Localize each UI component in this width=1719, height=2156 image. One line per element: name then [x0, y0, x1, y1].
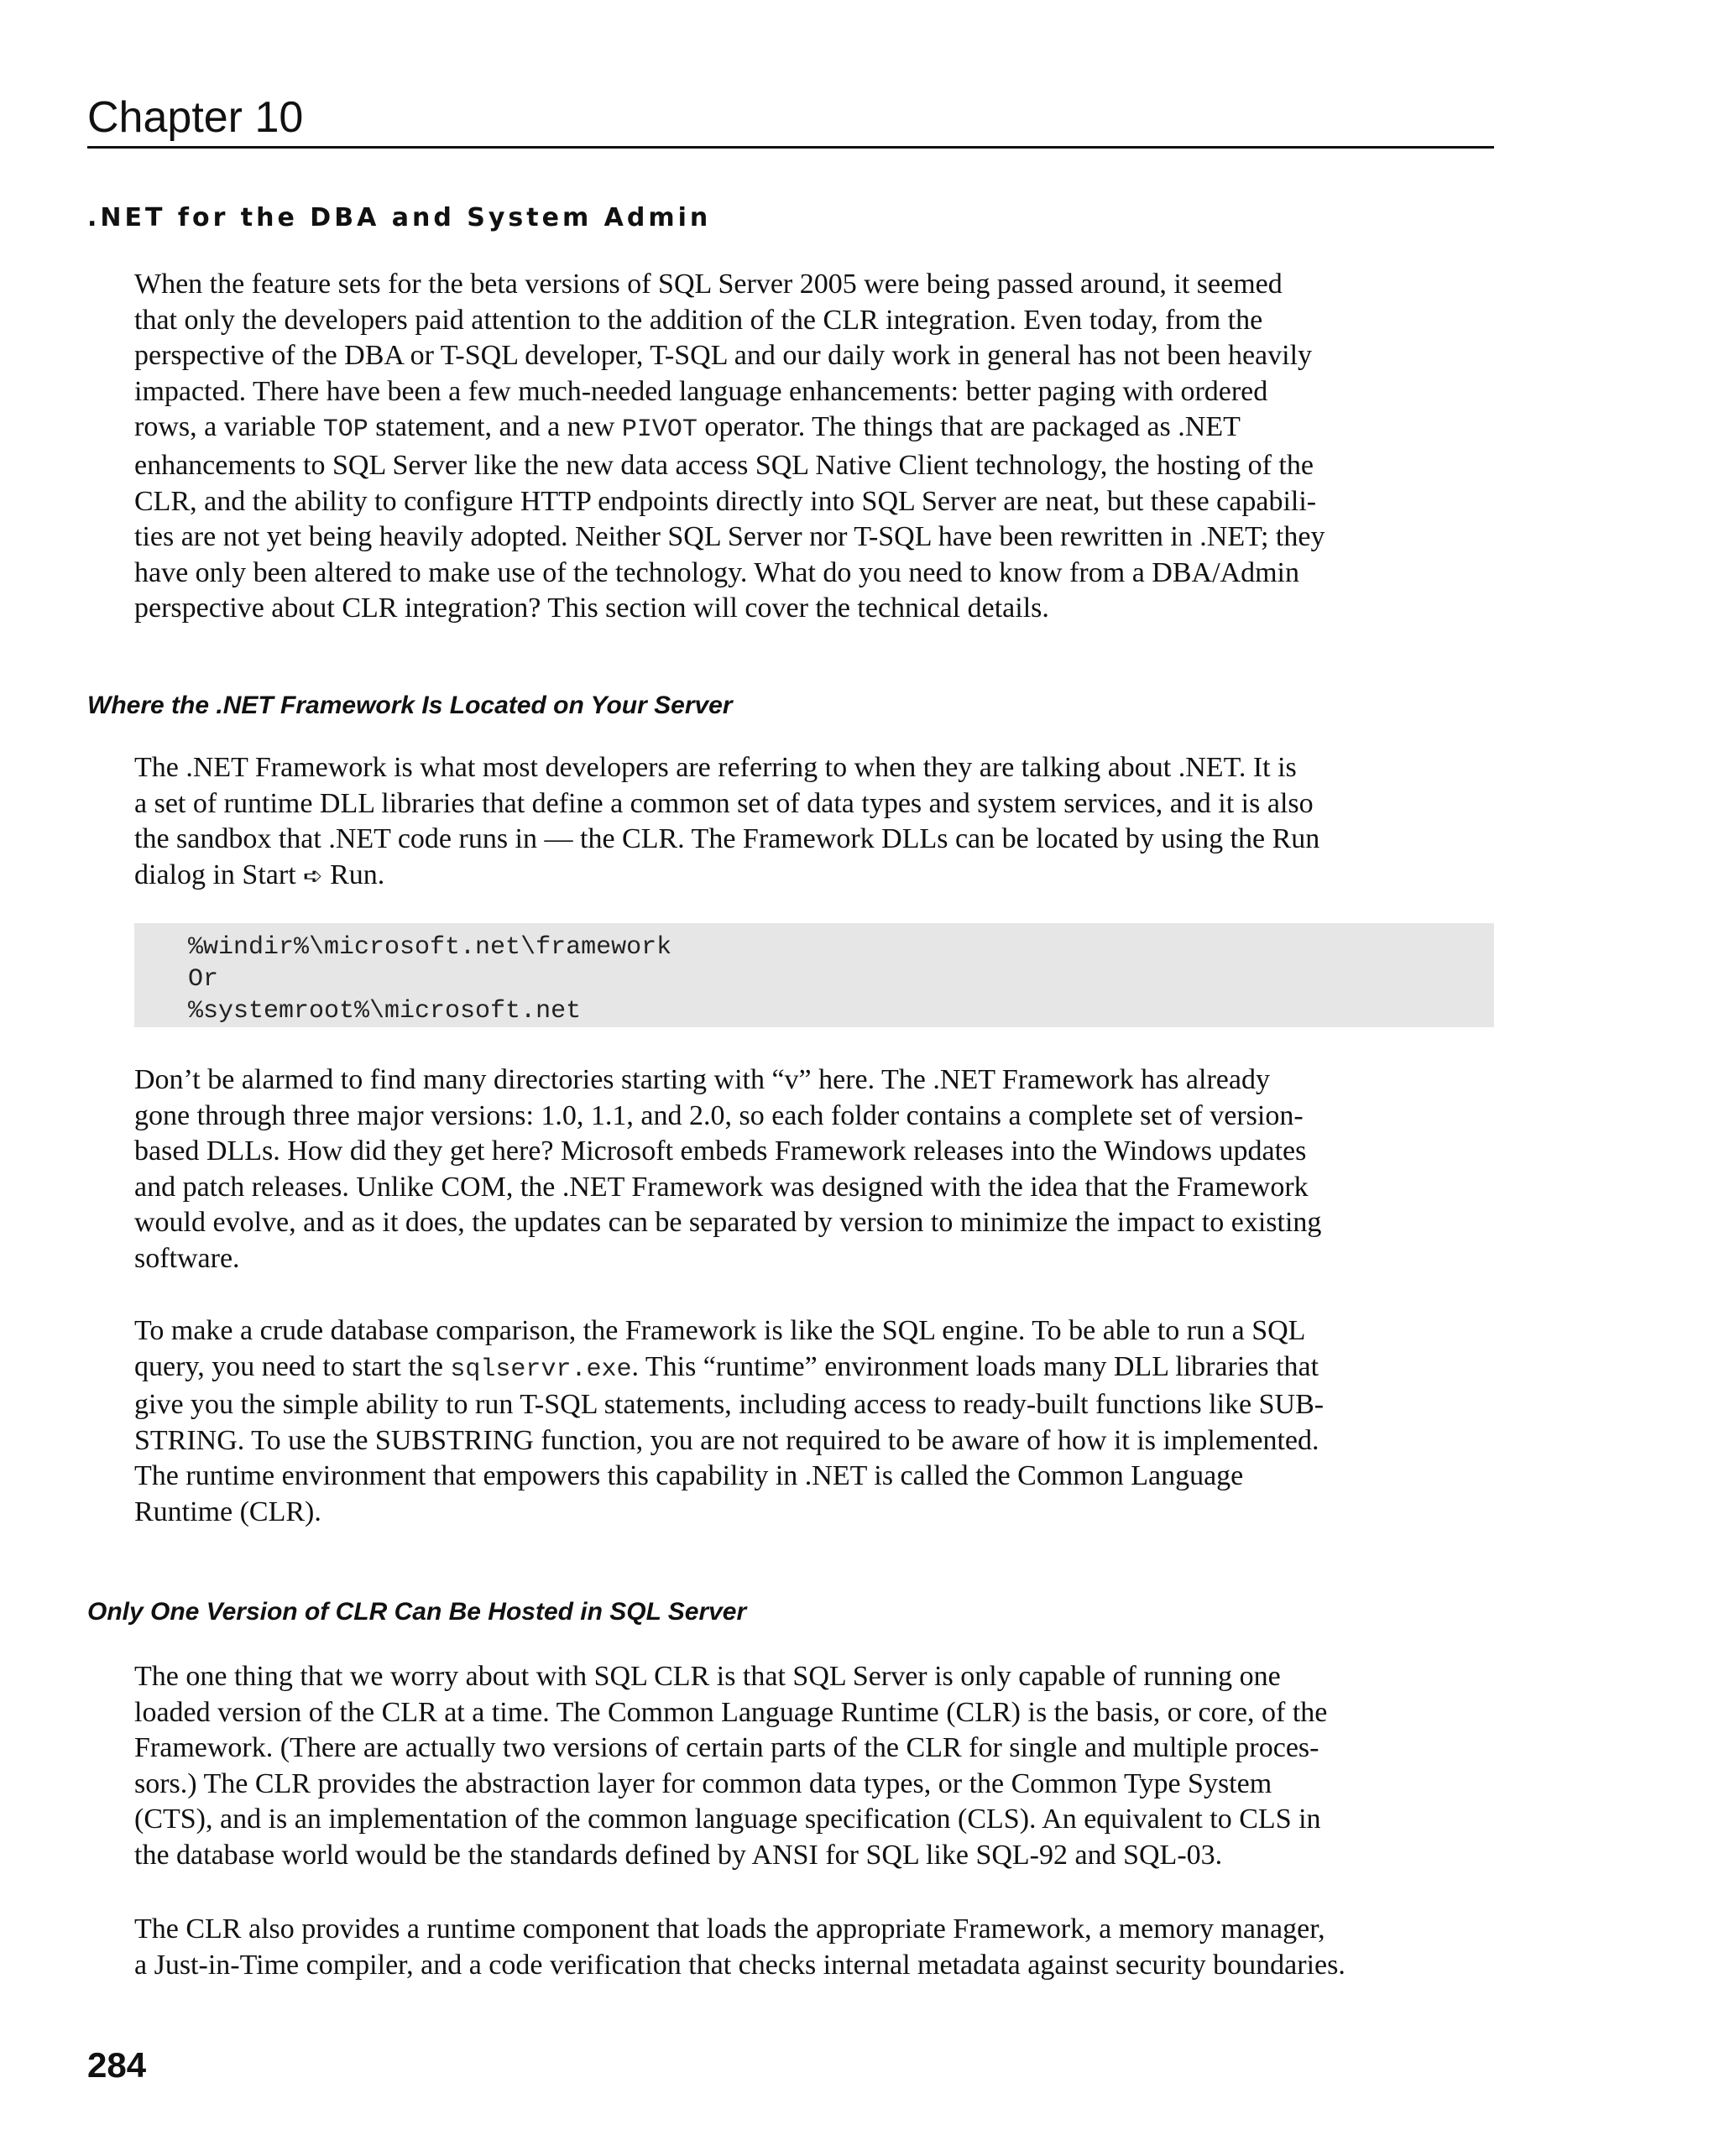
code-line: %windir%\microsoft.net\framework — [188, 933, 672, 962]
text-line: based DLLs. How did they get here? Microsoft embeds Framework releases into the Windows updates — [134, 1135, 1307, 1167]
text-line: To make a crude database comparison, the Framework is like the SQL engine. To be able to run a SQL — [134, 1315, 1306, 1346]
running-head: Chapter 10 — [87, 91, 1494, 149]
text-line — [134, 858, 1494, 895]
text-line: and patch releases. Unlike COM, the .NET Framework was designed with the idea that the Framework — [134, 1171, 1309, 1203]
versions-paragraph — [134, 1062, 1494, 1277]
page-number: 284 — [87, 2045, 147, 2085]
text-line: Framework. (There are actually two versions of certain parts of the CLR for single and multiple proces- — [134, 1732, 1319, 1764]
text-line: gone through three major versions: 1.0, 1.1, and 2.0, so each folder contains a complete set of version- — [134, 1099, 1304, 1131]
inline-code-pivot: PIVOT — [621, 415, 698, 445]
section-heading-clr-version: Only One Version of CLR Can Be Hosted in SQL Server — [87, 1598, 747, 1626]
inline-code-top: TOP — [322, 415, 368, 445]
clr-paragraph — [134, 1659, 1494, 1874]
code-block — [134, 923, 1494, 1027]
runtime-paragraph — [134, 1912, 1494, 1983]
text-line: Runtime (CLR). — [134, 1496, 321, 1527]
text-line: perspective of the DBA or T-SQL developer, T-SQL and our daily work in general has not been heavily — [134, 340, 1313, 372]
text-line: give you the simple ability to run T-SQL statements, including access to ready-built functions like SUB- — [134, 1389, 1325, 1421]
text-line: enhancements to SQL Server like the new data access SQL Native Client technology, the hosting of the — [134, 449, 1314, 481]
chapter-title: .NET for the DBA and System Admin — [87, 203, 712, 232]
comparison-paragraph — [134, 1313, 1494, 1531]
inline-code-sqlservr: sqlservr.exe — [450, 1355, 632, 1384]
text-line: STRING. To use the SUBSTRING function, you are not required to be aware of how it is implemented. — [134, 1424, 1319, 1456]
text-run: Run. — [322, 859, 385, 890]
text-run: . This “runtime” environment loads many DLL libraries that — [631, 1350, 1319, 1382]
text-line: The CLR also provides a runtime component that loads the appropriate Framework, a memory manager, — [134, 1913, 1325, 1945]
text-line: a set of runtime DLL libraries that define a common set of data types and system services, and it is also — [134, 787, 1314, 819]
text-line: ties are not yet being heavily adopted. Neither SQL Server nor T-SQL have been rewritten in .NET; they — [134, 521, 1325, 553]
text-line: When the feature sets for the beta versions of SQL Server 2005 were being passed around, it seemed — [134, 269, 1283, 300]
text-line: that only the developers paid attention to the addition of the CLR integration. Even today, from the — [134, 304, 1263, 336]
text-line: the database world would be the standards defined by ANSI for SQL like SQL-92 and SQL-03. — [134, 1839, 1223, 1871]
code-line: Or — [188, 965, 219, 994]
text-line: CLR, and the ability to configure HTTP endpoints directly into SQL Server are neat, but these capabili- — [134, 485, 1317, 517]
text-line: The .NET Framework is what most developers are referring to when they are talking about .NET. It is — [134, 752, 1297, 783]
text-line: a Just-in-Time compiler, and a code verification that checks internal metadata against security boundaries. — [134, 1949, 1345, 1981]
framework-paragraph — [134, 750, 1494, 894]
text-line: software. — [134, 1242, 240, 1274]
text-line: impacted. There have been a few much-needed language enhancements: better paging with ordered — [134, 375, 1268, 407]
text-line: Don’t be alarmed to find many directories starting with “v” here. The .NET Framework has already — [134, 1064, 1270, 1095]
text-run: statement, and a new — [368, 411, 622, 443]
section-heading-framework-location: Where the .NET Framework Is Located on Your Server — [87, 692, 733, 719]
menu-arrow-icon: ➪ — [303, 861, 323, 890]
text-run: operator. The things that are packaged as .NET — [697, 411, 1241, 443]
text-line: loaded version of the CLR at a time. The Common Language Runtime (CLR) is the basis, or core, of the — [134, 1696, 1328, 1728]
text-line: The one thing that we worry about with SQL CLR is that SQL Server is only capable of running one — [134, 1661, 1281, 1692]
text-line: (CTS), and is an implementation of the common language specification (CLS). An equivalent to CLS in — [134, 1804, 1321, 1835]
text-line — [134, 410, 1494, 448]
text-run: query, you need to start the — [134, 1350, 451, 1382]
text-line: The runtime environment that empowers this capability in .NET is called the Common Language — [134, 1460, 1244, 1492]
text-line: perspective about CLR integration? This section will cover the technical details. — [134, 593, 1049, 624]
text-run: rows, a variable — [134, 411, 323, 443]
text-line: would evolve, and as it does, the updates can be separated by version to minimize the impact to existing — [134, 1207, 1322, 1239]
text-run: dialog in Start — [134, 859, 304, 890]
text-line: sors.) The CLR provides the abstraction layer for common data types, or the Common Type System — [134, 1767, 1272, 1799]
code-line: %systemroot%\microsoft.net — [188, 997, 582, 1026]
text-line: have only been altered to make use of the technology. What do you need to know from a DBA/Admin — [134, 556, 1299, 588]
text-line — [134, 1349, 1494, 1388]
text-line: the sandbox that .NET code runs in — the CLR. The Framework DLLs can be located by using the Run — [134, 823, 1320, 855]
intro-paragraph — [134, 267, 1494, 627]
